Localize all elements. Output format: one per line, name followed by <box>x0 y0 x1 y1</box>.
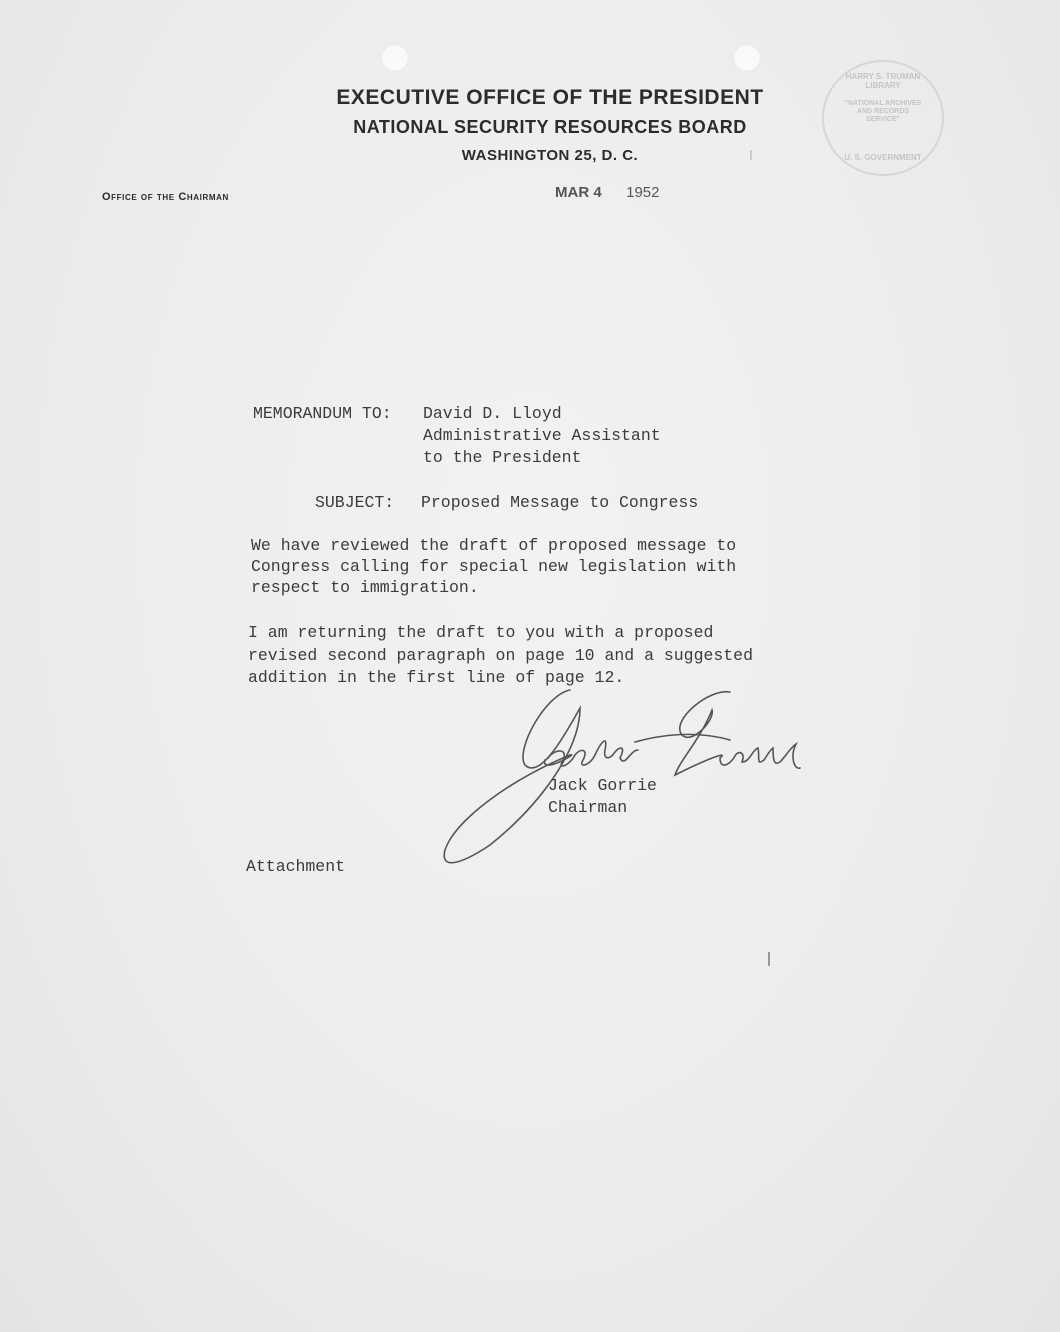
seal-top-text: HARRY S. TRUMAN LIBRARY <box>845 72 921 90</box>
letterhead-line-2: NATIONAL SECURITY RESOURCES BOARD <box>353 117 747 137</box>
date-stamp-day: MAR 4 <box>555 184 602 201</box>
date-stamp-year: 1952 <box>626 184 660 201</box>
body-line: I am returning the draft to you with a proposed <box>248 623 714 642</box>
body-line: Congress calling for special new legislation with <box>251 557 737 576</box>
office-label: Office of the Chairman <box>102 191 229 203</box>
body-line: addition in the first line of page 12. <box>248 668 625 687</box>
letterhead-line-3: WASHINGTON 25, D. C. <box>461 147 639 164</box>
memo-to-line: Administrative Assistant <box>423 426 661 445</box>
seal-center-text: "NATIONAL ARCHIVES AND RECORDS SERVICE" <box>844 100 922 123</box>
archive-seal <box>822 60 944 176</box>
memo-to-line: to the President <box>423 448 582 467</box>
body-line: respect to immigration. <box>251 578 479 597</box>
memo-to-line: David D. Lloyd <box>423 404 562 423</box>
subject-text: Proposed Message to Congress <box>421 493 699 512</box>
signer-title: Chairman <box>548 798 628 817</box>
signer-name: Jack Gorrie <box>548 776 657 795</box>
subject-label: SUBJECT: <box>315 493 395 512</box>
seal-bottom-text: U. S. GOVERNMENT <box>844 153 922 162</box>
body-line: We have reviewed the draft of proposed message to <box>251 536 737 555</box>
date-stamp <box>555 184 660 202</box>
letterhead-line-1: EXECUTIVE OFFICE OF THE PRESIDENT <box>336 86 764 109</box>
paper-blemish <box>768 952 770 966</box>
memo-to-label: MEMORANDUM TO: <box>253 404 392 423</box>
body-line: revised second paragraph on page 10 and a suggested <box>248 646 753 665</box>
paper-blemish <box>750 150 752 160</box>
punch-hole <box>733 44 761 72</box>
enclosure-note: Attachment <box>246 857 346 876</box>
punch-hole <box>381 44 409 72</box>
